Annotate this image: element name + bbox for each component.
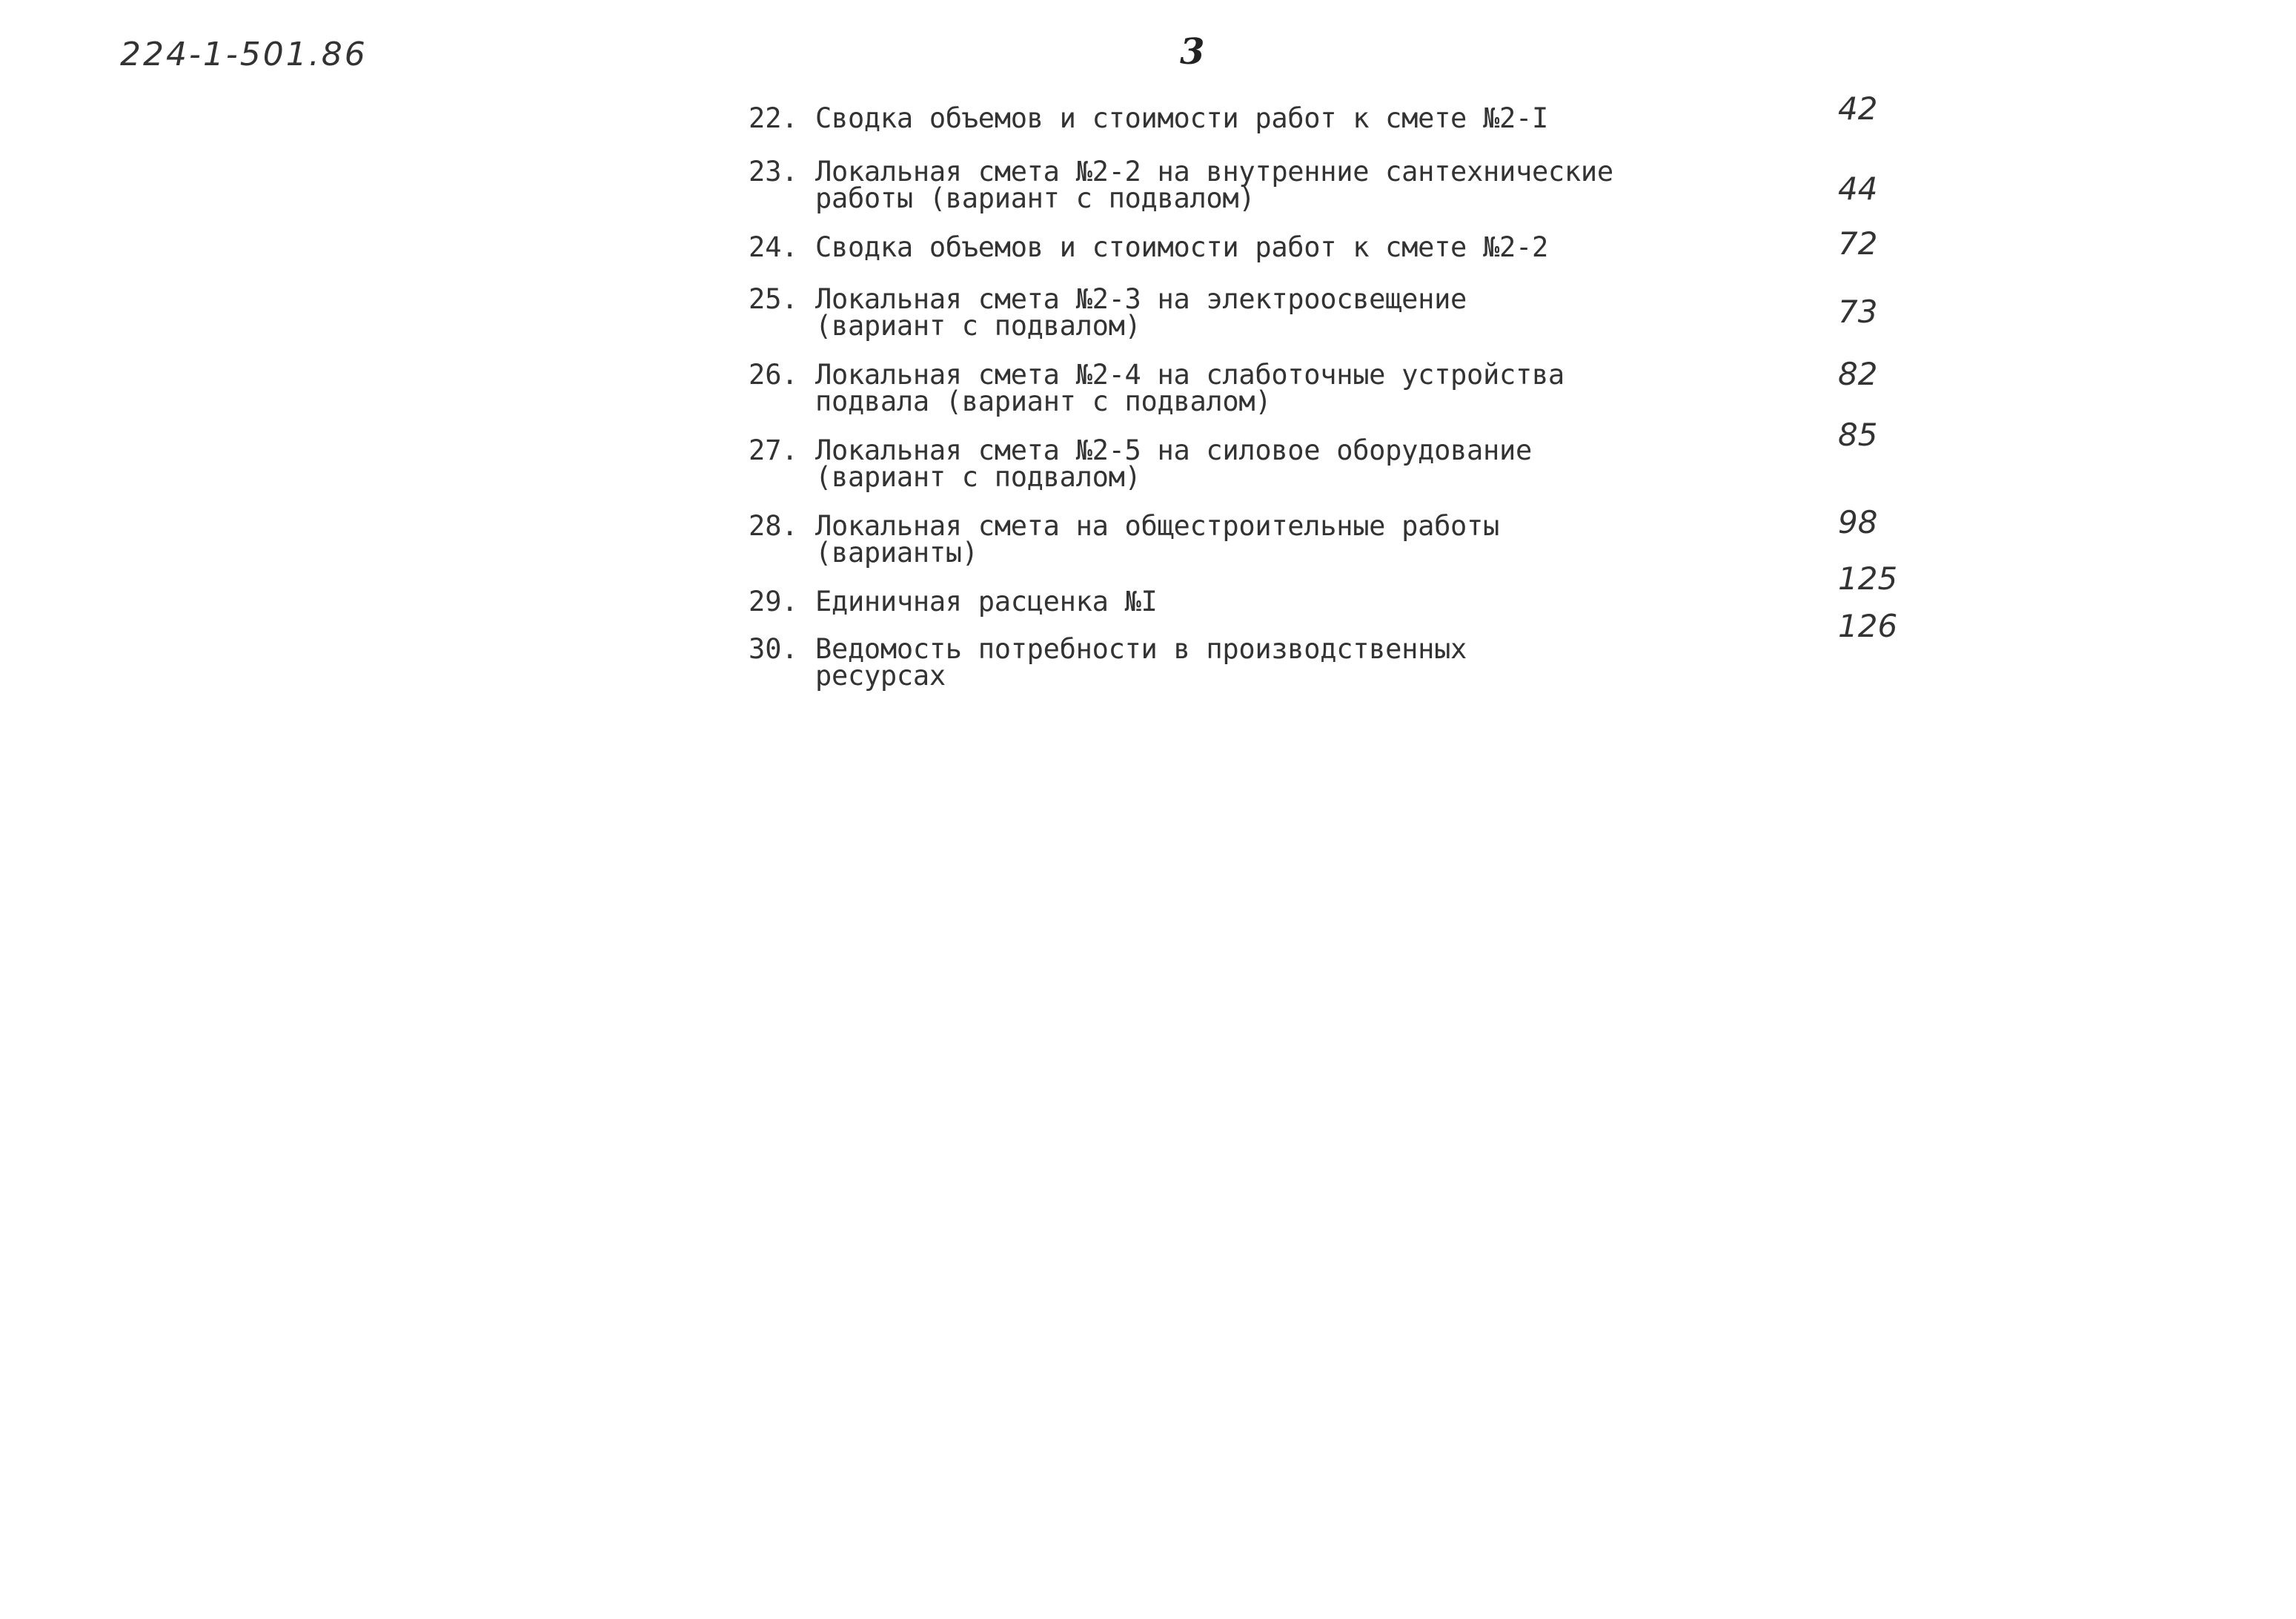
entry-title-line: ресурсах xyxy=(815,660,946,692)
entry-page-number: 44 xyxy=(1838,170,1878,207)
entry-page-number: 73 xyxy=(1838,294,1878,330)
entry-title-line: Ведомость потребности в производственных xyxy=(815,633,1467,665)
entry-number: 29. xyxy=(749,586,798,618)
entry-number: 24. xyxy=(749,231,798,263)
entry-title-line: Единичная расценка №I xyxy=(815,586,1158,618)
entry-number: 23. xyxy=(749,156,798,188)
entry-title-line: Сводка объемов и стоимости работ к смете №2-2 xyxy=(815,231,1548,263)
entry-title-line: Локальная смета №2-2 на внутренние сантехнические xyxy=(815,156,1613,188)
entry-number: 22. xyxy=(749,102,798,134)
entry-title-line: работы (вариант с подвалом) xyxy=(815,182,1255,214)
entry-title-line: Локальная смета №2-5 на силовое оборудование xyxy=(815,434,1532,466)
entry-page-number: 126 xyxy=(1838,608,1898,644)
entry-title-line: (вариант с подвалом) xyxy=(815,461,1141,493)
entry-page-number: 42 xyxy=(1838,90,1878,127)
entry-number: 30. xyxy=(749,633,798,665)
entry-title-line: Локальная смета №2-3 на электроосвещение xyxy=(815,283,1467,315)
entry-title-line: Локальная смета на общестроительные работы xyxy=(815,510,1499,542)
entry-title-line: Сводка объемов и стоимости работ к смете №2-I xyxy=(815,102,1548,134)
entry-title-line: Локальная смета №2-4 на слаботочные устройства xyxy=(815,359,1565,391)
entry-page-number: 85 xyxy=(1838,417,1878,453)
page-number: 3 xyxy=(1180,31,1205,73)
entry-page-number: 98 xyxy=(1838,504,1878,540)
document-code: 224-1-501.86 xyxy=(120,36,368,73)
entry-number: 25. xyxy=(749,283,798,315)
entry-page-number: 82 xyxy=(1838,356,1878,392)
entry-title-line: подвала (вариант с подвалом) xyxy=(815,385,1272,417)
entry-title-line: (варианты) xyxy=(815,537,978,569)
entry-page-number: 72 xyxy=(1838,225,1878,262)
entry-number: 27. xyxy=(749,434,798,466)
entry-number: 28. xyxy=(749,510,798,542)
entry-page-number: 125 xyxy=(1838,560,1898,597)
entry-title-line: (вариант с подвалом) xyxy=(815,310,1141,342)
entry-number: 26. xyxy=(749,359,798,391)
